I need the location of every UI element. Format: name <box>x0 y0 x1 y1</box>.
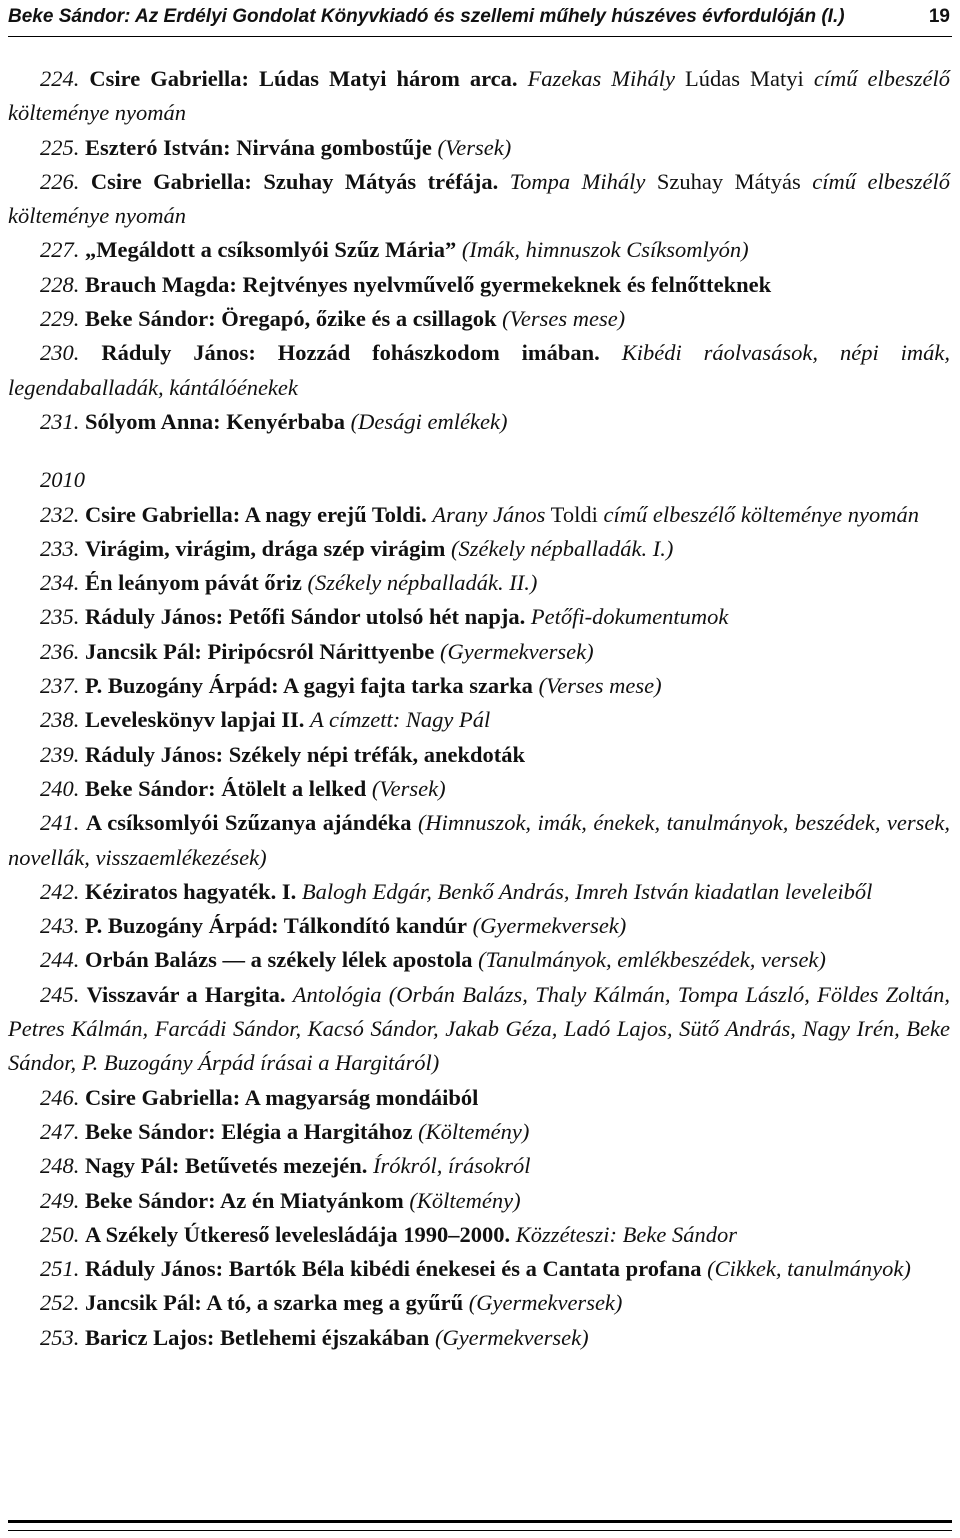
entry-title: Csire Gabriella: Szuhay Mátyás tréfája. <box>90 168 499 194</box>
entry-title: Csire Gabriella: A nagy erejű Toldi. <box>85 501 427 527</box>
entry-note: Kibédi ráolvasások, népi imák, legendaballadák, kántálóénekek <box>8 340 951 400</box>
list-item-238 <box>8 703 950 737</box>
entry-title: Én leányom pávát őriz <box>85 570 302 596</box>
list-item-245 <box>8 978 950 1081</box>
list-item-229 <box>8 302 950 336</box>
entry-note: című elbeszélő költeménye nyomán <box>603 501 919 527</box>
entry-number: 236. <box>40 638 80 664</box>
entry-title: Baricz Lajos: Betlehemi éjszakában <box>85 1324 430 1350</box>
entry-title: Beke Sándor: Az én Miatyánkom <box>85 1187 404 1213</box>
entry-note: (Gyermekversek) <box>434 1324 589 1350</box>
entry-number: 237. <box>40 673 80 699</box>
entry-title: Sólyom Anna: Kenyérbaba <box>85 408 346 434</box>
entry-title: Beke Sándor: Öregapó, őzike és a csillagok <box>85 306 497 332</box>
entry-number: 228. <box>40 271 80 297</box>
entry-title: Visszavár a Hargita. <box>86 981 286 1007</box>
entry-title: Jancsik Pál: A tó, a szarka meg a gyűrű <box>85 1290 464 1316</box>
entry-title: Jancsik Pál: Piripócsról Nárittyenbe <box>85 638 435 664</box>
entry-number: 244. <box>40 947 80 973</box>
entry-note: (Tanulmányok, emlékbeszédek, versek) <box>478 947 826 973</box>
running-header <box>8 2 952 37</box>
entry-title: Kéziratos hagyaték. I. <box>85 878 297 904</box>
list-item-250 <box>8 1218 950 1252</box>
entry-note: (Gyermekversek) <box>472 913 627 939</box>
entry-title: Virágim, virágim, drága szép virágim <box>85 535 446 561</box>
entry-note: (Versek) <box>371 775 446 801</box>
entry-note: (Székely népballadák. II.) <box>307 570 538 596</box>
entry-title: „Megáldott a csíksomlyói Szűz Mária” <box>85 237 457 263</box>
entry-title: Ráduly János: Hozzád fohászkodom imában. <box>101 340 600 366</box>
entry-number: 246. <box>40 1084 80 1110</box>
entry-number: 227. <box>40 237 80 263</box>
entry-note: Antológia (Orbán Balázs, Thaly Kálmán, Tompa László, Földes Zoltán, Petres Kálmán, Farcádi Sándor, Kacsó Sándor, Jakab Géza, Ladó Lajos, Sütő András, Nagy Irén, Beke Sándor, P. Buzogány Árpád írásai a Hargitáról) <box>8 981 951 1076</box>
entry-work: Szuhay Mátyás <box>656 168 801 194</box>
entry-note: (Cikkek, tanulmányok) <box>707 1256 911 1282</box>
list-item-251 <box>8 1252 950 1286</box>
list-item-235 <box>8 600 950 634</box>
list-item-243 <box>8 909 950 943</box>
entry-number: 226. <box>40 168 80 194</box>
entry-note: Közzéteszi: Beke Sándor <box>515 1221 738 1247</box>
list-item-224 <box>8 62 950 131</box>
entry-number: 234. <box>40 570 80 596</box>
entry-note: Arany János <box>432 501 546 527</box>
list-item-225 <box>8 131 950 165</box>
entry-title: Beke Sándor: Átölelt a lelked <box>85 775 367 801</box>
entry-note: című elbeszélő költeménye nyomán <box>8 168 950 229</box>
entry-number: 245. <box>40 981 80 1007</box>
entry-number: 243. <box>40 913 80 939</box>
list-item-228 <box>8 268 950 302</box>
entry-title: P. Buzogány Árpád: Tálkondító kandúr <box>85 913 468 939</box>
list-item-234 <box>8 566 950 600</box>
entry-note: Fazekas Mihály <box>527 66 676 91</box>
list-item-231 <box>8 405 950 439</box>
entry-number: 251. <box>40 1256 80 1282</box>
list-item-240 <box>8 772 950 806</box>
list-item-249 <box>8 1184 950 1218</box>
list-item-253 <box>8 1321 950 1355</box>
entry-number: 241. <box>40 810 80 836</box>
entry-number: 253. <box>40 1324 80 1350</box>
entry-title: Ráduly János: Bartók Béla kibédi énekesei és a Cantata profana <box>85 1256 702 1282</box>
bibliography-list <box>8 62 950 1355</box>
entry-work: Toldi <box>550 501 598 527</box>
entry-title: Ráduly János: Székely népi tréfák, anekdoták <box>85 741 526 767</box>
entry-number: 233. <box>40 535 80 561</box>
list-item-241 <box>8 806 950 875</box>
list-item-227 <box>8 233 950 267</box>
list-item-242 <box>8 875 950 909</box>
year-heading: 2010 <box>40 467 85 493</box>
entry-title: A Székely Útkereső levelesládája 1990–2000. <box>85 1221 511 1247</box>
list-item-248 <box>8 1149 950 1183</box>
entry-number: 252. <box>40 1290 80 1316</box>
list-item-237 <box>8 669 950 703</box>
entry-number: 240. <box>40 775 80 801</box>
entry-number: 239. <box>40 741 80 767</box>
entry-title: Orbán Balázs — a székely lélek apostola <box>85 947 473 973</box>
entry-title: Beke Sándor: Elégia a Hargitához <box>85 1118 413 1144</box>
entry-title: Leveleskönyv lapjai II. <box>85 707 305 733</box>
list-item-232 <box>8 498 950 532</box>
entry-note: (Költemény) <box>418 1118 530 1144</box>
list-item-226 <box>8 165 950 234</box>
entry-number: 229. <box>40 306 80 332</box>
entry-note: Írókról, írásokról <box>373 1153 531 1179</box>
entry-note: (Gyermekversek) <box>439 638 594 664</box>
list-item-244 <box>8 943 950 977</box>
entry-note: Balogh Edgár, Benkő András, Imreh István kiadatlan leveleiből <box>301 878 873 904</box>
list-item-252 <box>8 1286 950 1320</box>
entry-note: (Desági emlékek) <box>350 408 508 434</box>
entry-note: Petőfi-dokumentumok <box>530 604 729 630</box>
entry-number: 248. <box>40 1153 80 1179</box>
entry-note: A címzett: Nagy Pál <box>310 707 491 733</box>
entry-note: (Verses mese) <box>502 306 626 332</box>
entry-number: 235. <box>40 604 80 630</box>
entry-title: Csire Gabriella: A magyarság mondáiból <box>85 1084 479 1110</box>
entry-number: 249. <box>40 1187 80 1213</box>
entry-title: Csire Gabriella: Lúdas Matyi három arca. <box>89 66 518 91</box>
entry-note: (Himnuszok, imák, énekek, tanulmányok, beszédek, versek, novellák, visszaemlékezések) <box>8 810 950 870</box>
entry-note: (Versek) <box>437 134 512 160</box>
entry-note: (Imák, himnuszok Csíksomlyón) <box>461 237 749 263</box>
list-item-236 <box>8 635 950 669</box>
entry-title: P. Buzogány Árpád: A gagyi fajta tarka szarka <box>85 673 533 699</box>
list-item-247 <box>8 1115 950 1149</box>
page-number: 19 <box>928 6 950 27</box>
list-item-233 <box>8 532 950 566</box>
header-title: Beke Sándor: Az Erdélyi Gondolat Könyvkiadó és szellemi műhely húszéves évfordulóján (I.) <box>8 6 845 27</box>
entry-number: 230. <box>40 340 80 366</box>
entry-title: Brauch Magda: Rejtvényes nyelvművelő gyermekeknek és felnőtteknek <box>85 271 772 297</box>
section-gap <box>8 439 950 463</box>
entry-work: Lúdas Matyi <box>685 66 804 91</box>
list-item-246 <box>8 1081 950 1115</box>
entry-number: 224. <box>40 66 80 91</box>
entry-number: 231. <box>40 408 80 434</box>
entry-note: című elbeszélő költeménye nyomán <box>8 66 951 126</box>
entry-note: (Gyermekversek) <box>468 1290 623 1316</box>
entry-title: Ráduly János: Petőfi Sándor utolsó hét napja. <box>85 604 526 630</box>
entry-note: (Verses mese) <box>538 673 662 699</box>
entry-title: A csíksomlyói Szűzanya ajándéka <box>85 810 412 836</box>
entry-note: (Székely népballadák. I.) <box>450 535 674 561</box>
entry-number: 225. <box>40 134 80 160</box>
entry-title: Eszteró István: Nirvána gombostűje <box>85 134 432 160</box>
entry-note: Tompa Mihály <box>509 168 646 194</box>
list-item-239 <box>8 738 950 772</box>
footer-rule <box>8 1520 952 1531</box>
entry-note: (Költemény) <box>409 1187 521 1213</box>
entry-title: Nagy Pál: Betűvetés mezején. <box>85 1153 368 1179</box>
entry-number: 242. <box>40 878 80 904</box>
entry-number: 247. <box>40 1118 80 1144</box>
list-item-230 <box>8 336 950 405</box>
entry-number: 250. <box>40 1221 80 1247</box>
entry-number: 232. <box>40 501 80 527</box>
entry-number: 238. <box>40 707 80 733</box>
